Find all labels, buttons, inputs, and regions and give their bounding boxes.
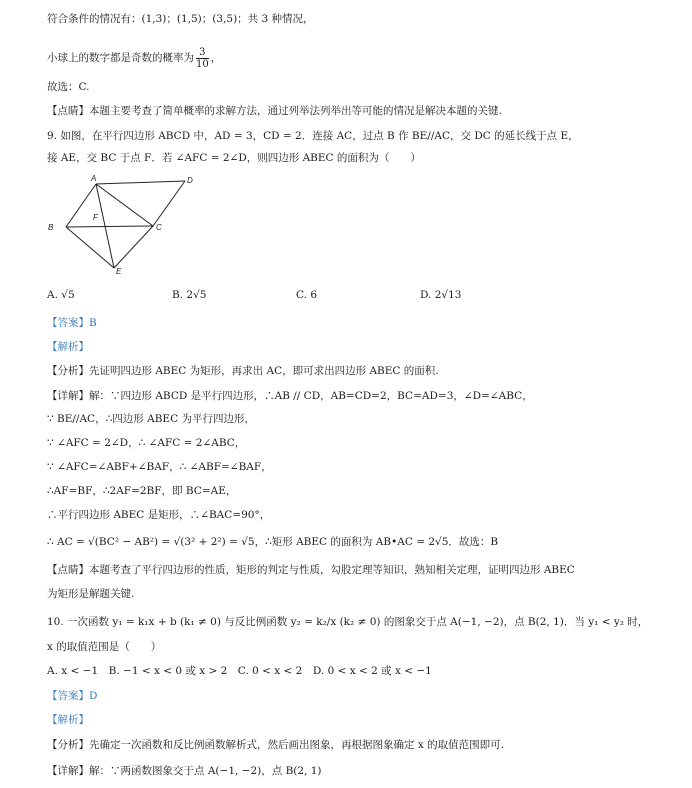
analysis-10-summary: 【分析】先确定一次函数和反比例函数解析式，然后画出图象，再根据图象确定 x 的取值范围即可. (47, 739, 504, 751)
label-d: D (187, 176, 193, 185)
question-10-options: A. x < −1 B. −1 < x < 0 或 x > 2 C. 0 < x < 2 D. 0 < x < 2 或 x < −1 (47, 665, 432, 677)
segment-ce (114, 226, 153, 268)
answer-10: 【答案】D (47, 690, 98, 702)
solution-9-line-1: 【详解】解：∵四边形 ABCD 是平行四边形，∴AB // CD，AB=CD=2，BC=AD=3，∠D=∠ABC， (47, 390, 533, 402)
fraction (196, 47, 209, 70)
solution-9-line-7: ∴ AC = √(BC² − AB²) = √(3² + 2²) = √5，∴矩形 ABEC 的面积为 AB•AC = 2√5．故选：B (47, 536, 499, 548)
segment-ad (96, 181, 185, 184)
solution-9-line-4: ∵ ∠AFC=∠ABF+∠BAF，∴ ∠ABF=∠BAF， (47, 461, 272, 473)
analysis-10-heading: 【解析】 (47, 714, 89, 726)
comment-line: 【点睛】本题主要考查了简单概率的求解方法，通过列举法列举出等可能的情况是解决本题的关键. (47, 105, 502, 117)
segment-bc (66, 226, 153, 227)
text-line: 符合条件的情况有：(1,3)；(1,5)；(3,5)；共 3 种情况， (47, 13, 314, 25)
segment-ac (96, 184, 153, 226)
label-c: C (156, 223, 162, 232)
option-c: C. 6 (296, 289, 318, 301)
solution-9-line-6: ∴平行四边形 ABEC 是矩形，∴∠BAC=90°， (47, 509, 271, 521)
question-10-line-1: 10. 一次函数 y₁ = k₁x + b (k₁ ≠ 0) 与反比例函数 y₂ = k₂/x (k₂ ≠ 0) 的图象交于点 A(−1, −2)，点 B(2, 1)．当 y₁ < y₂ 时， (47, 616, 649, 628)
text-segment: 小球上的数字都是奇数的概率为 (47, 52, 194, 64)
text-segment: ， (210, 52, 222, 64)
text-line: 故选：C. (47, 81, 90, 93)
fraction-denominator: 10 (196, 58, 209, 70)
label-f: F (93, 213, 98, 222)
parallelogram-figure (44, 174, 204, 276)
option-a: A. √5 (47, 289, 75, 301)
segment-ab (66, 184, 96, 227)
question-9-line-2: 接 AE，交 BC 于点 F．若 ∠AFC = 2∠D，则四边形 ABEC 的面积为（ ） (47, 152, 421, 164)
option-b: B. 2√5 (172, 289, 207, 301)
label-e: E (116, 267, 122, 276)
question-9-line-1: 9. 如图，在平行四边形 ABCD 中，AD = 3，CD = 2．连接 AC，过点 B 作 BE//AC，交 DC 的延长线于点 E， (47, 130, 579, 142)
solution-9-line-3: ∵ ∠AFC = 2∠D，∴ ∠AFC = 2∠ABC， (47, 437, 246, 449)
fraction-numerator: 3 (196, 47, 209, 59)
analysis-9-summary: 【分析】先证明四边形 ABEC 为矩形，再求出 AC，即可求出四边形 ABEC 的面积. (47, 365, 439, 377)
analysis-9-heading: 【解析】 (47, 341, 89, 353)
comment-9-line-2: 为矩形是解题关键. (47, 588, 135, 600)
segment-dc (153, 181, 185, 226)
comment-9-line-1: 【点睛】本题考查了平行四边形的性质，矩形的判定与性质，勾股定理等知识，熟知相关定理，证明四边形 ABEC (47, 564, 575, 576)
solution-9-line-5: ∴AF=BF，∴2AF=2BF，即 BC=AE， (47, 485, 237, 497)
answer-9: 【答案】B (47, 317, 97, 329)
label-a: A (91, 174, 97, 183)
label-b: B (48, 223, 54, 232)
option-d: D. 2√13 (420, 289, 462, 301)
solution-10-line-1: 【详解】解：∵两函数图象交于点 A(−1, −2)，点 B(2, 1) (47, 765, 322, 777)
solution-9-line-2: ∵ BE//AC，∴四边形 ABEC 为平行四边形， (47, 413, 255, 425)
question-10-line-2: x 的取值范围是（ ） (47, 641, 162, 653)
probability-line (47, 44, 221, 72)
